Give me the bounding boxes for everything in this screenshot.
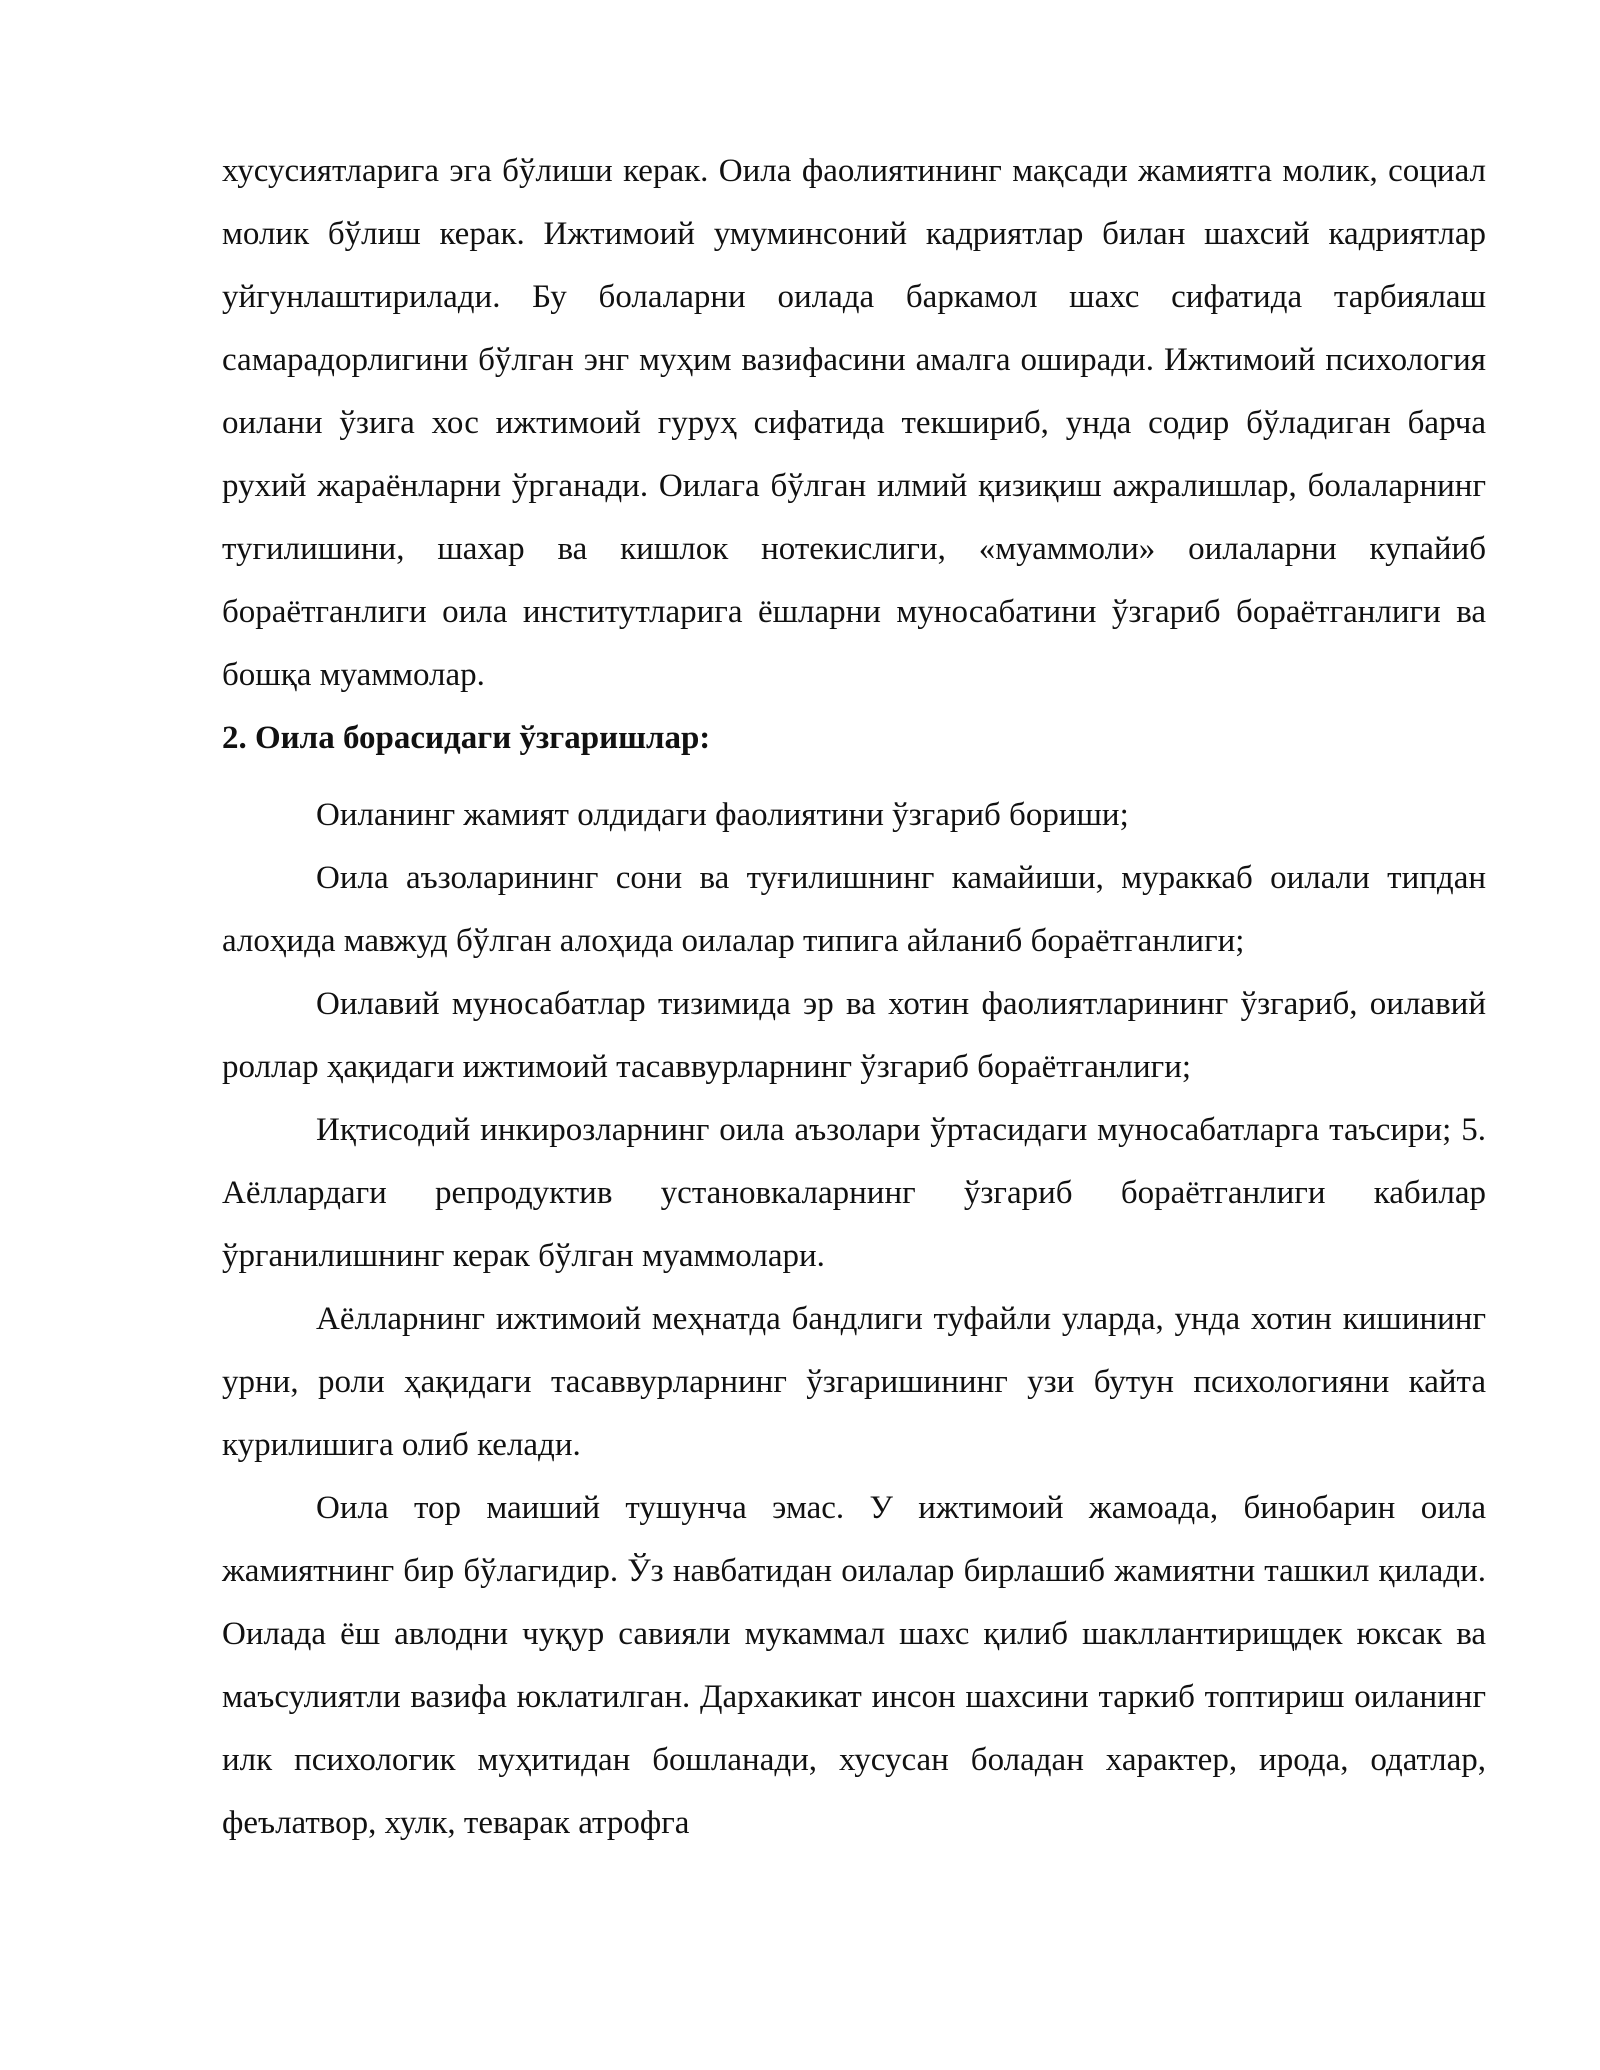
paragraph-item-6: Оила тор маиший тушунча эмас. У ижтимоий жамоада, бинобарин оила жамиятнинг бир бўлагидир. Ўз навбатидан оилалар бирлашиб жамиятни ташкил қилади. Оилада ёш авлодни чуқур савияли мукаммал шахс қилиб шакллантирищдек юксак ва маъсулиятли вазифа юклатилган. Дархакикат инсон шахсини таркиб топтириш оиланинг илк психологик муҳитидан бошланади, хусусан боладан характер, ирода, одатлар, феълатвор, хулк, теварак атрофга — [222, 1490, 1486, 1841]
paragraph-item-5: Аёлларнинг ижтимоий меҳнатда бандлиги туфайли уларда, унда хотин кишининг урни, роли ҳақидаги тасаввурларнинг ўзгаришининг узи бутун психологияни кайта курилишига олиб келади. — [222, 1301, 1486, 1463]
paragraph-item-2: Оила аъзоларининг сони ва туғилишнинг камайиши, мураккаб оилали типдан алоҳида мавжуд бўлган алоҳида оилалар типига айланиб бораётганлиги; — [222, 860, 1486, 959]
section-heading: 2. Оила борасидаги ўзгаришлар: — [222, 720, 711, 756]
paragraph-item-4: Иқтисодий инкирозларнинг оила аъзолари ўртасидаги муносабатларга таъсири; 5. Аёллардаги репродуктив установкаларнинг ўзгариб бораётганлиги кабилар ўрганилишнинг керак бўлган муаммолари. — [222, 1112, 1486, 1274]
document-page — [222, 140, 1486, 1855]
paragraph-intro: хусусиятларига эга бўлиши керак. Оила фаолиятининг мақсади жамиятга молик, социал молик бўлиш керак. Ижтимоий умуминсоний кадриятлар билан шахсий кадриятлар уйгунлаштирилади. Бу болаларни оилада баркамол шахс сифатида тарбиялаш самарадорлигини бўлган энг муҳим вазифасини амалга оширади. Ижтимоий психология оилани ўзига хос ижтимоий гуруҳ сифатида текшириб, унда содир бўладиган барча рухий жараёнларни ўрганади. Оилага бўлган илмий қизиқиш ажралишлар, болаларнинг тугилишини, шахар ва кишлок нотекислиги, «муаммоли» оилаларни купайиб бораётганлиги оила институтларига ёшларни муносабатини ўзгариб бораётганлиги ва бошқа муаммолар. — [222, 153, 1486, 693]
paragraph-item-1: Оиланинг жамият олдидаги фаолиятини ўзгариб бориши; — [316, 797, 1129, 833]
paragraph-item-3: Оилавий муносабатлар тизимида эр ва хотин фаолиятларининг ўзгариб, оилавий роллар ҳақидаги ижтимоий тасаввурларнинг ўзгариб бораётганлиги; — [222, 986, 1486, 1085]
